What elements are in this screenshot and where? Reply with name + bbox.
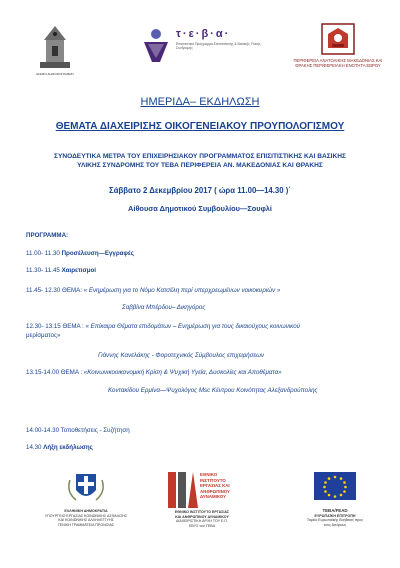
eiead-name-line: ΙΝΣΤΙΤΟΥΤΟ [200, 477, 226, 483]
program-text: Προσέλευση—Εγγραφές [61, 250, 134, 257]
monument-icon [30, 22, 80, 72]
hellenic-republic-logo [36, 470, 136, 527]
ministry-line-1: ΕΛΛΗΝΙΚΗ ΔΗΜΟΚΡΑΤΙΑ [64, 509, 108, 513]
event-subtitle: ΘΕΜΑΤΑ ΔΙΑΧΕΙΡΙΣΗΣ ΟΙΚΟΓΕΝΕΙΑΚΟΥ ΠΡΟΥΠΟΛΟΓΙΣΜΟΥ [55, 121, 345, 132]
footer-logos [0, 470, 400, 560]
program-item-2 [26, 267, 382, 276]
description-line-2: ΥΛΙΚΗΣ ΣΥΝΔΡΟΜΗΣ ΤΟΥ ΤΕΒΑ ΠΕΡΙΦΕΡΕΙΑ ΑΝ. ΜΑΚΕΔΟΝΙΑΣ ΚΑΙ ΘΡΑΚΗΣ [77, 162, 323, 169]
program-heading: ΠΡΟΓΡΑΜΜΑ: [26, 232, 69, 239]
ministry-line-3: ΚΑΙ ΚΟΙΝΩΝΙΚΗΣ ΑΛΛΗΛΕΓΓΥΗΣ [58, 518, 114, 523]
eu-flag-icon [290, 470, 380, 504]
eiead-name-line: ΕΡΓΑΣΙΑΣ ΚΑΙ [200, 483, 230, 489]
program-time: 11.00- 11.30 [26, 250, 60, 257]
region-caption: ΠΕΡΙΦΕΡΕΙΑ ΑΝΑΤΟΛΙΚΗΣ ΜΑΚΕΔΟΝΙΑΣ ΚΑΙ ΘΡΑΚΗΣ ΠΕΡΙΦΕΡΕΙΑΚΗ ΕΝΟΤΗΤΑ ΕΒΡΟΥ [293, 58, 383, 68]
eiead-line-1: ΕΘΝΙΚΟ ΙΝΣΤΙΤΟΥΤΟ ΕΡΓΑΣΙΑΣ [174, 510, 230, 514]
program-text: « Επίκαιρα Θέματα επιδομάτων – Ενημέρωση για τους δικαιούχους κοινωνικού [85, 323, 301, 330]
eiead-name-line: ΕΘΝΙΚΟ [200, 472, 218, 477]
program-time: 12.30- 13.15 ΘΕΜΑ : [26, 323, 86, 330]
eiead-mark [152, 470, 252, 510]
fead-line-2: Ταμείο Ευρωπαϊκής Βοήθειας προς [306, 518, 364, 523]
eiead-name-line: ΑΝΘΡΩΠΙΝΟΥ [200, 488, 230, 494]
region-emblem-icon [320, 22, 356, 56]
teba-subtitle: Επισιτιστικό Πρόγραμμα Επισιτιστικής & Βασικής Υλικής Συνδρομής [176, 42, 261, 50]
program-item-4 [26, 323, 382, 332]
program-text: «Κοινωνικοοικονομική Κρίση & Ψυχική Υγεία, Δυσκολίες και Αποθέματα» [83, 369, 282, 376]
description-line-1: ΣΥΝΟΔΕΥΤΙΚΑ ΜΕΤΡΑ ΤΟΥ ΕΠΙΧΕΙΡΗΣΙΑΚΟΥ ΠΡΟΓΡΑΜΜΑΤΟΣ ΕΠΙΣΙΤΙΣΤΙΚΗΣ ΚΑΙ ΒΑΣΙΚΗΣ [54, 153, 346, 160]
program-time: 11.30- 11.45 [26, 267, 60, 274]
program-time: 13.15-14.00 ΘΕΜΑ : [26, 369, 84, 376]
event-venue: Αίθουσα Δημοτικού Συμβουλίου—Σουφλί [128, 204, 272, 213]
program-speaker: Γιάννης Κανελάκης - Φοροτεχνικός Σύμβουλος επιχειρήσεων [98, 352, 265, 359]
program-time: 11.45- 12.30 ΘΕΜΑ: [26, 287, 84, 294]
program-item-6 [26, 427, 382, 436]
region-logo [290, 22, 386, 82]
event-title: ΗΜΕΡΙΔΑ– ΕΚΔΗΛΩΣΗ [140, 96, 260, 108]
event-description [0, 152, 400, 170]
header-logos [0, 22, 400, 84]
teba-logo [140, 28, 260, 68]
program-speaker: Σαββίνα Μπέρδου– Δικηγόρος [122, 304, 206, 311]
eiead-line-4: ΕΒΥΣ του ΤΕΒΑ [188, 523, 216, 528]
teba-figure-icon [140, 28, 172, 64]
program-item-1 [26, 250, 382, 259]
greek-emblem-icon [36, 470, 136, 504]
program-item-3 [26, 287, 382, 296]
program-text: Λήξη εκδήλωσης [43, 444, 93, 451]
program-text: Χαιρετισμοί [61, 267, 96, 274]
journalists-union-logo [30, 22, 80, 80]
program-speaker: Κοντακίδου Ερμίνα—Ψυχολόγος Msc Κέντρου Κοινότητας Αλεξανδρούπολης [108, 387, 318, 394]
left-logo-caption: ΕΝΩΣΗ ΔΗΜΟΣΙΟΓΡΑΦΩΝ [36, 72, 74, 76]
program-text: « Ενημέρωση για το Νόμο Κατσέλη περί υπερχρεωμένων νοικοκυριών » [83, 287, 281, 294]
fead-line-1: ΕΥΡΩΠΑΪΚΗ ΕΠΙΤΡΟΠΗ [314, 513, 356, 518]
eiead-line-2: ΚΑΙ ΑΝΘΡΩΠΙΝΟΥ ΔΥΝΑΜΙΚΟΥ [175, 514, 229, 519]
ministry-line-4: ΓΕΝΙΚΗ ΓΡΑΜΜΑΤΕΙΑ ΠΡΟΝΟΙΑΣ [57, 522, 115, 527]
teba-brand: τ·ε·β·α· [176, 28, 231, 40]
eiead-line-3: ΔΙΑΧΕΙΡΙΣΤΙΚΗ ΑΡΧΗ ΤΟΥ Ε.Π. [175, 519, 229, 524]
eiead-name [200, 472, 230, 500]
event-date: Σάββατο 2 Δεκεμβρίου 2017 ( ώρα 11.00—14.30 )΄ [109, 186, 291, 195]
eu-fead-logo [290, 470, 380, 527]
program-item-7 [26, 444, 382, 453]
fead-title: TEBA/FEAD [322, 508, 348, 513]
fead-line-3: τους Απόρους [323, 522, 347, 527]
program-time: 14.30 [26, 444, 44, 451]
program-item-5 [26, 369, 382, 378]
program-time: 14.00-14.30 [26, 427, 60, 434]
program-text-continued: μερίσματος» [26, 332, 61, 339]
ministry-line-2: ΥΠΟΥΡΓΕΙΟ ΕΡΓΑΣΙΑΣ ΚΟΙΝΩΝΙΚΗΣ ΑΣΦΑΛΙΣΗΣ [44, 513, 128, 518]
eiead-name-line: ΔΥΝΑΜΙΚΟΥ [200, 494, 227, 500]
eiead-symbol-icon [166, 470, 198, 510]
program-text: Τοποθετήσεις - Συζήτηση [60, 427, 130, 434]
eiead-logo [152, 470, 252, 528]
